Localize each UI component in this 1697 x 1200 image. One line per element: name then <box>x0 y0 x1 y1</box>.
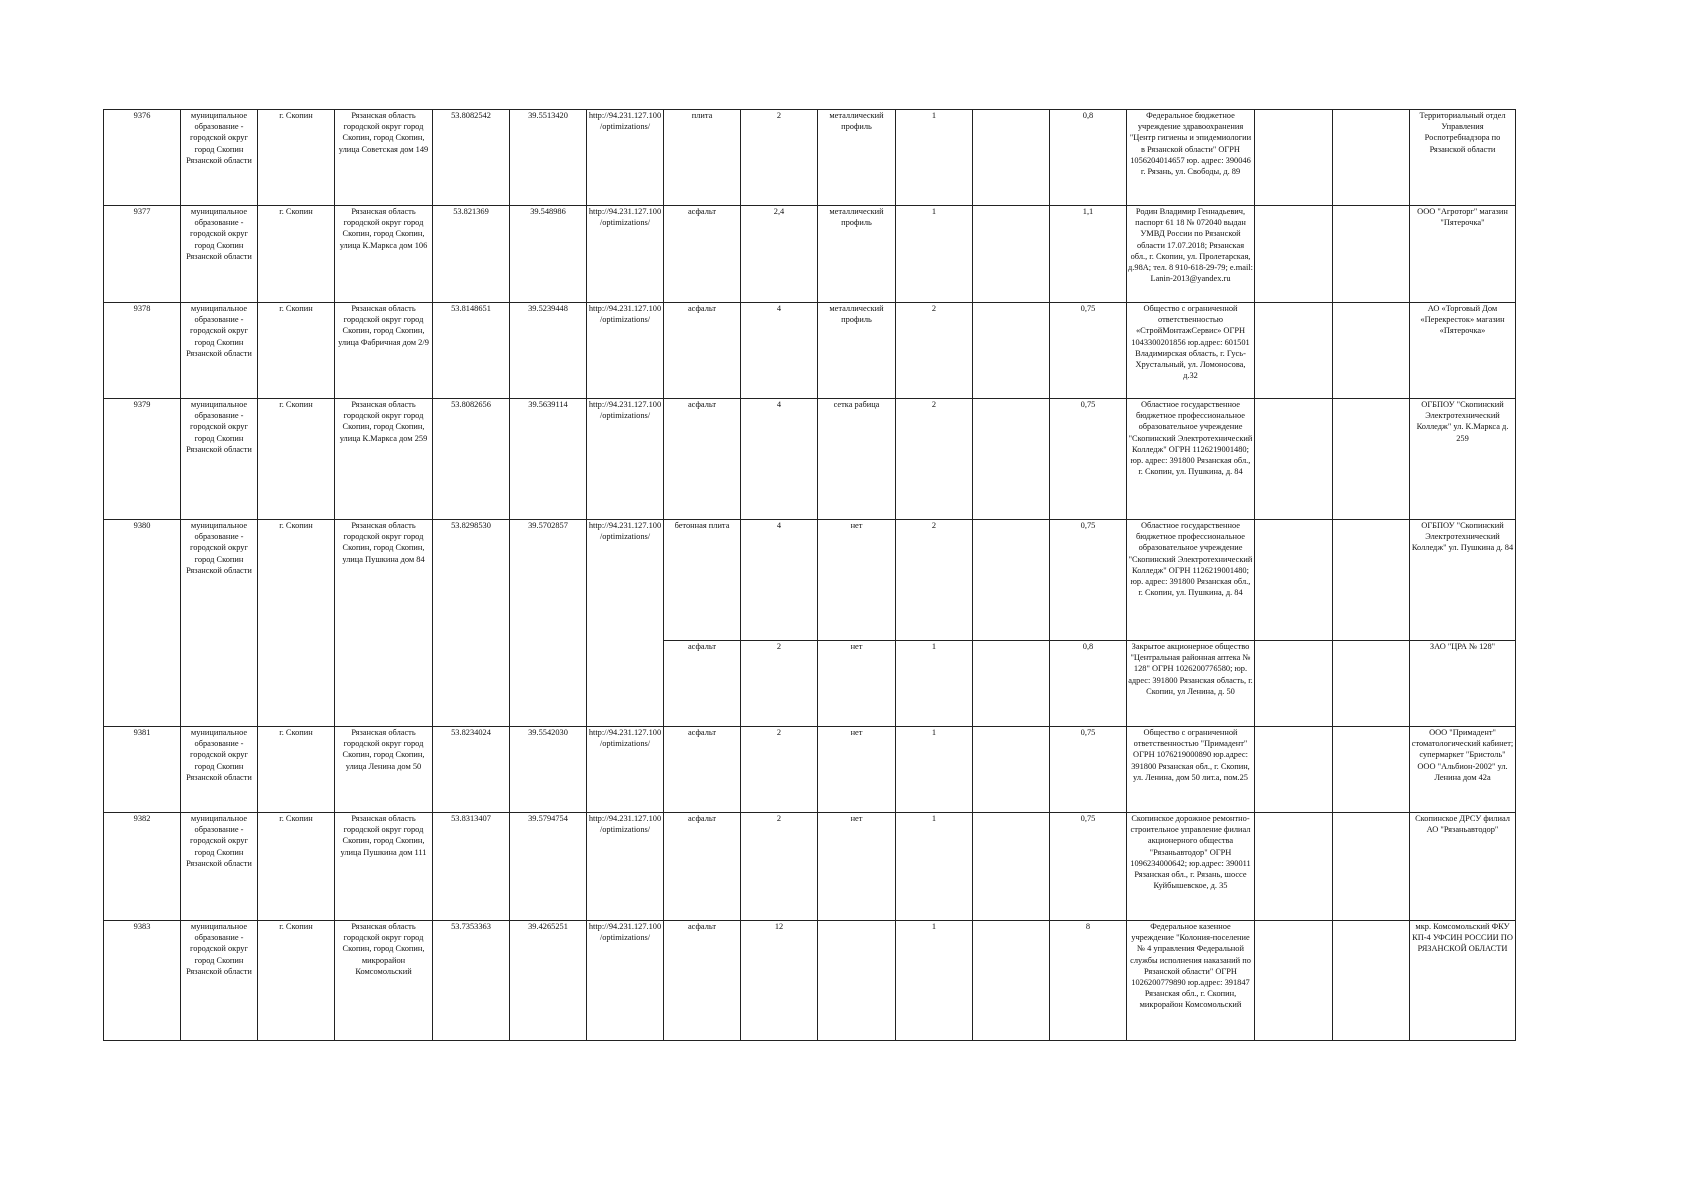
fence-cell: нет <box>818 813 896 921</box>
longitude-cell: 39.5639114 <box>510 399 587 520</box>
surface-cell: асфальт <box>664 921 741 1041</box>
row-number: 9377 <box>104 206 181 303</box>
extra-cell-1 <box>1255 206 1333 303</box>
map-link[interactable]: http://94.231.127.100/optimizations/ <box>587 399 664 520</box>
fence-cell <box>818 921 896 1041</box>
table-body <box>104 110 1516 1041</box>
waste-source-cell: Скопинское ДРСУ филиал АО "Рязаньавтодор" <box>1410 813 1516 921</box>
surface-cell: асфальт <box>664 813 741 921</box>
waste-source-cell: Территориальный отдел Управления Роспотребнадзора по Рязанской области <box>1410 110 1516 206</box>
municipality-cell: муниципальное образование - городской округ город Скопин Рязанской области <box>181 110 258 206</box>
address-cell: Рязанская область городской округ город Скопин, город Скопин, улица Ленина дом 50 <box>335 727 433 813</box>
fence-cell: нет <box>818 727 896 813</box>
map-link[interactable]: http://94.231.127.100/optimizations/ <box>587 110 664 206</box>
owner-cell: Федеральное казенное учреждение "Колония-поселение № 4 управления Федеральной службы исполнения наказаний по Рязанской области" ОГРН 1026200779890 юр.адрес: 391847 Рязанская обл., г. Скопин, микрорайон Комсомольский <box>1127 921 1255 1041</box>
containers-count-cell: 1 <box>896 641 973 727</box>
extra-cell-2 <box>1333 727 1410 813</box>
longitude-cell: 39.5542030 <box>510 727 587 813</box>
waste-source-cell: ЗАО "ЦРА № 128" <box>1410 641 1516 727</box>
waste-source-cell: ОГБПОУ "Скопинский Электротехнический Колледж" ул. К.Маркса д. 259 <box>1410 399 1516 520</box>
table-row <box>104 727 1516 813</box>
extra-cell-1 <box>1255 110 1333 206</box>
containers-count-cell: 1 <box>896 110 973 206</box>
owner-cell: Областное государственное бюджетное профессиональное образовательное учреждение "Скопинский Электротехнический Колледж" ОГРН 1126219001480; юр. адрес: 391800 Рязанская обл., г. Скопин, ул. Пушкина, д. 84 <box>1127 399 1255 520</box>
address-cell: Рязанская область городской округ город Скопин, город Скопин, микрорайон Комсомольский <box>335 921 433 1041</box>
map-link[interactable]: http://94.231.127.100/optimizations/ <box>587 921 664 1041</box>
bunker-cell <box>973 110 1050 206</box>
city-cell: г. Скопин <box>258 727 335 813</box>
area-cell: 2,4 <box>741 206 818 303</box>
containers-count-cell: 2 <box>896 303 973 399</box>
area-cell: 4 <box>741 399 818 520</box>
containers-count-cell: 1 <box>896 813 973 921</box>
surface-cell: асфальт <box>664 727 741 813</box>
extra-cell-1 <box>1255 813 1333 921</box>
area-cell: 4 <box>741 520 818 641</box>
city-cell: г. Скопин <box>258 520 335 727</box>
container-volume-cell: 0,75 <box>1050 303 1127 399</box>
row-number: 9383 <box>104 921 181 1041</box>
municipality-cell: муниципальное образование - городской округ город Скопин Рязанской области <box>181 206 258 303</box>
bunker-cell <box>973 813 1050 921</box>
extra-cell-2 <box>1333 921 1410 1041</box>
map-link[interactable]: http://94.231.127.100/optimizations/ <box>587 813 664 921</box>
longitude-cell: 39.548986 <box>510 206 587 303</box>
container-volume-cell: 8 <box>1050 921 1127 1041</box>
extra-cell-2 <box>1333 206 1410 303</box>
fence-cell: металлический профиль <box>818 303 896 399</box>
extra-cell-2 <box>1333 641 1410 727</box>
surface-cell: асфальт <box>664 303 741 399</box>
containers-count-cell: 2 <box>896 520 973 641</box>
address-cell: Рязанская область городской округ город Скопин, город Скопин, улица Пушкина дом 84 <box>335 520 433 727</box>
area-cell: 2 <box>741 813 818 921</box>
city-cell: г. Скопин <box>258 110 335 206</box>
bunker-cell <box>973 641 1050 727</box>
table-row <box>104 921 1516 1041</box>
address-cell: Рязанская область городской округ город Скопин, город Скопин, улица Фабричная дом 2/9 <box>335 303 433 399</box>
fence-cell: сетка рабица <box>818 399 896 520</box>
area-cell: 2 <box>741 727 818 813</box>
table-row <box>104 206 1516 303</box>
area-cell: 2 <box>741 110 818 206</box>
bunker-cell <box>973 520 1050 641</box>
container-volume-cell: 0,8 <box>1050 641 1127 727</box>
extra-cell-1 <box>1255 303 1333 399</box>
longitude-cell: 39.5513420 <box>510 110 587 206</box>
address-cell: Рязанская область городской округ город Скопин, город Скопин, улица Пушкина дом 111 <box>335 813 433 921</box>
extra-cell-1 <box>1255 520 1333 641</box>
bunker-cell <box>973 303 1050 399</box>
bunker-cell <box>973 399 1050 520</box>
surface-cell: асфальт <box>664 641 741 727</box>
latitude-cell: 53.8082542 <box>433 110 510 206</box>
latitude-cell: 53.8148651 <box>433 303 510 399</box>
row-number: 9379 <box>104 399 181 520</box>
table-row <box>104 399 1516 520</box>
owner-cell: Общество с ограниченной ответственностью «СтройМонтажСервис» ОГРН 1043300201856 юр.адрес: 601501 Владимирская область, г. Гусь-Хрустальный, ул. Ломоносова, д.32 <box>1127 303 1255 399</box>
row-number: 9381 <box>104 727 181 813</box>
extra-cell-2 <box>1333 399 1410 520</box>
address-cell: Рязанская область городской округ город Скопин, город Скопин, улица Советская дом 149 <box>335 110 433 206</box>
latitude-cell: 53.821369 <box>433 206 510 303</box>
container-volume-cell: 0,75 <box>1050 813 1127 921</box>
longitude-cell: 39.5794754 <box>510 813 587 921</box>
extra-cell-1 <box>1255 921 1333 1041</box>
city-cell: г. Скопин <box>258 399 335 520</box>
longitude-cell: 39.5239448 <box>510 303 587 399</box>
row-number: 9378 <box>104 303 181 399</box>
containers-count-cell: 1 <box>896 727 973 813</box>
municipality-cell: муниципальное образование - городской округ город Скопин Рязанской области <box>181 727 258 813</box>
row-number: 9382 <box>104 813 181 921</box>
latitude-cell: 53.8082656 <box>433 399 510 520</box>
map-link[interactable]: http://94.231.127.100/optimizations/ <box>587 206 664 303</box>
surface-cell: асфальт <box>664 399 741 520</box>
area-cell: 12 <box>741 921 818 1041</box>
waste-source-cell: АО «Торговый Дом «Перекресток» магазин «Пятерочка» <box>1410 303 1516 399</box>
city-cell: г. Скопин <box>258 921 335 1041</box>
municipality-cell: муниципальное образование - городской округ город Скопин Рязанской области <box>181 921 258 1041</box>
table-row <box>104 303 1516 399</box>
latitude-cell: 53.8298530 <box>433 520 510 727</box>
row-number: 9380 <box>104 520 181 727</box>
table-row <box>104 813 1516 921</box>
waste-source-cell: ООО "Агроторг" магазин "Пятерочка" <box>1410 206 1516 303</box>
containers-count-cell: 1 <box>896 206 973 303</box>
municipality-cell: муниципальное образование - городской округ город Скопин Рязанской области <box>181 813 258 921</box>
bunker-cell <box>973 921 1050 1041</box>
owner-cell: Закрытое акционерное общество "Центральная районная аптека № 128" ОГРН 1026200776580; юр. адрес: 391800 Рязанская область, г. Скопин, ул Ленина, д. 50 <box>1127 641 1255 727</box>
container-volume-cell: 0,75 <box>1050 399 1127 520</box>
bunker-cell <box>973 727 1050 813</box>
surface-cell: плита <box>664 110 741 206</box>
extra-cell-1 <box>1255 641 1333 727</box>
city-cell: г. Скопин <box>258 206 335 303</box>
longitude-cell: 39.4265251 <box>510 921 587 1041</box>
owner-cell: Общество с ограниченной ответственностью "Примадент" ОГРН 1076219000890 юр.адрес: 391800 Рязанская обл., г. Скопин, ул. Ленина, дом 50 лит.а, пом.25 <box>1127 727 1255 813</box>
address-cell: Рязанская область городской округ город Скопин, город Скопин, улица К.Маркса дом 259 <box>335 399 433 520</box>
waste-source-cell: мкр. Комсомольский ФКУ КП-4 УФСИН РОССИИ ПО РЯЗАНСКОЙ ОБЛАСТИ <box>1410 921 1516 1041</box>
latitude-cell: 53.7353363 <box>433 921 510 1041</box>
fence-cell: металлический профиль <box>818 110 896 206</box>
table-row <box>104 110 1516 206</box>
fence-cell: нет <box>818 641 896 727</box>
container-volume-cell: 0,75 <box>1050 727 1127 813</box>
row-number: 9376 <box>104 110 181 206</box>
map-link[interactable]: http://94.231.127.100/optimizations/ <box>587 727 664 813</box>
map-link[interactable]: http://94.231.127.100/optimizations/ <box>587 303 664 399</box>
extra-cell-2 <box>1333 813 1410 921</box>
owner-cell: Областное государственное бюджетное профессиональное образовательное учреждение "Скопинский Электротехнический Колледж" ОГРН 1126219001480; юр. адрес: 391800 Рязанская обл., г. Скопин, ул. Пушкина, д. 84 <box>1127 520 1255 641</box>
area-cell: 2 <box>741 641 818 727</box>
extra-cell-1 <box>1255 399 1333 520</box>
fence-cell: нет <box>818 520 896 641</box>
city-cell: г. Скопин <box>258 813 335 921</box>
municipality-cell: муниципальное образование - городской округ город Скопин Рязанской области <box>181 399 258 520</box>
extra-cell-2 <box>1333 520 1410 641</box>
containers-count-cell: 1 <box>896 921 973 1041</box>
map-link[interactable]: http://94.231.127.100/optimizations/ <box>587 520 664 727</box>
extra-cell-2 <box>1333 303 1410 399</box>
containers-count-cell: 2 <box>896 399 973 520</box>
municipality-cell: муниципальное образование - городской округ город Скопин Рязанской области <box>181 303 258 399</box>
extra-cell-1 <box>1255 727 1333 813</box>
longitude-cell: 39.5702857 <box>510 520 587 727</box>
owner-cell: Скопинское дорожное ремонтно-строительное управление филиал акционерного общества "Рязаньавтодор" ОГРН 1096234000642; юр.адрес: 390011 Рязанская обл., г. Рязань, шоссе Куйбышевское, д. 35 <box>1127 813 1255 921</box>
latitude-cell: 53.8234024 <box>433 727 510 813</box>
surface-cell: асфальт <box>664 206 741 303</box>
surface-cell: бетонная плита <box>664 520 741 641</box>
area-cell: 4 <box>741 303 818 399</box>
container-volume-cell: 0,8 <box>1050 110 1127 206</box>
latitude-cell: 53.8313407 <box>433 813 510 921</box>
container-volume-cell: 0,75 <box>1050 520 1127 641</box>
waste-source-cell: ОГБПОУ "Скопинский Электротехнический Колледж" ул. Пушкина д. 84 <box>1410 520 1516 641</box>
container-volume-cell: 1,1 <box>1050 206 1127 303</box>
waste-sites-register-table <box>103 109 1516 1041</box>
fence-cell: металлический профиль <box>818 206 896 303</box>
table-row <box>104 520 1516 641</box>
owner-cell: Федеральное бюджетное учреждение здравоохранения "Центр гигиены и эпидемиологии в Рязанской области" ОГРН 1056204014657 юр. адрес: 390046 г. Рязань, ул. Свободы, д. 89 <box>1127 110 1255 206</box>
extra-cell-2 <box>1333 110 1410 206</box>
owner-cell: Родин Владимир Геннадьевич, паспорт 61 18 № 072040 выдан УМВД России по Рязанской области 17.07.2018; Рязанская обл., г. Скопин, ул. Пролетарская, д.98А; тел. 8 910-618-29-79; e.mail: Lanin-2013@yandex.ru <box>1127 206 1255 303</box>
municipality-cell: муниципальное образование - городской округ город Скопин Рязанской области <box>181 520 258 727</box>
city-cell: г. Скопин <box>258 303 335 399</box>
waste-source-cell: ООО "Примадент" стоматологический кабинет; супермаркет "Бристоль" ООО "Альбион-2002" ул. Ленина дом 42а <box>1410 727 1516 813</box>
address-cell: Рязанская область городской округ город Скопин, город Скопин, улица К.Маркса дом 106 <box>335 206 433 303</box>
bunker-cell <box>973 206 1050 303</box>
